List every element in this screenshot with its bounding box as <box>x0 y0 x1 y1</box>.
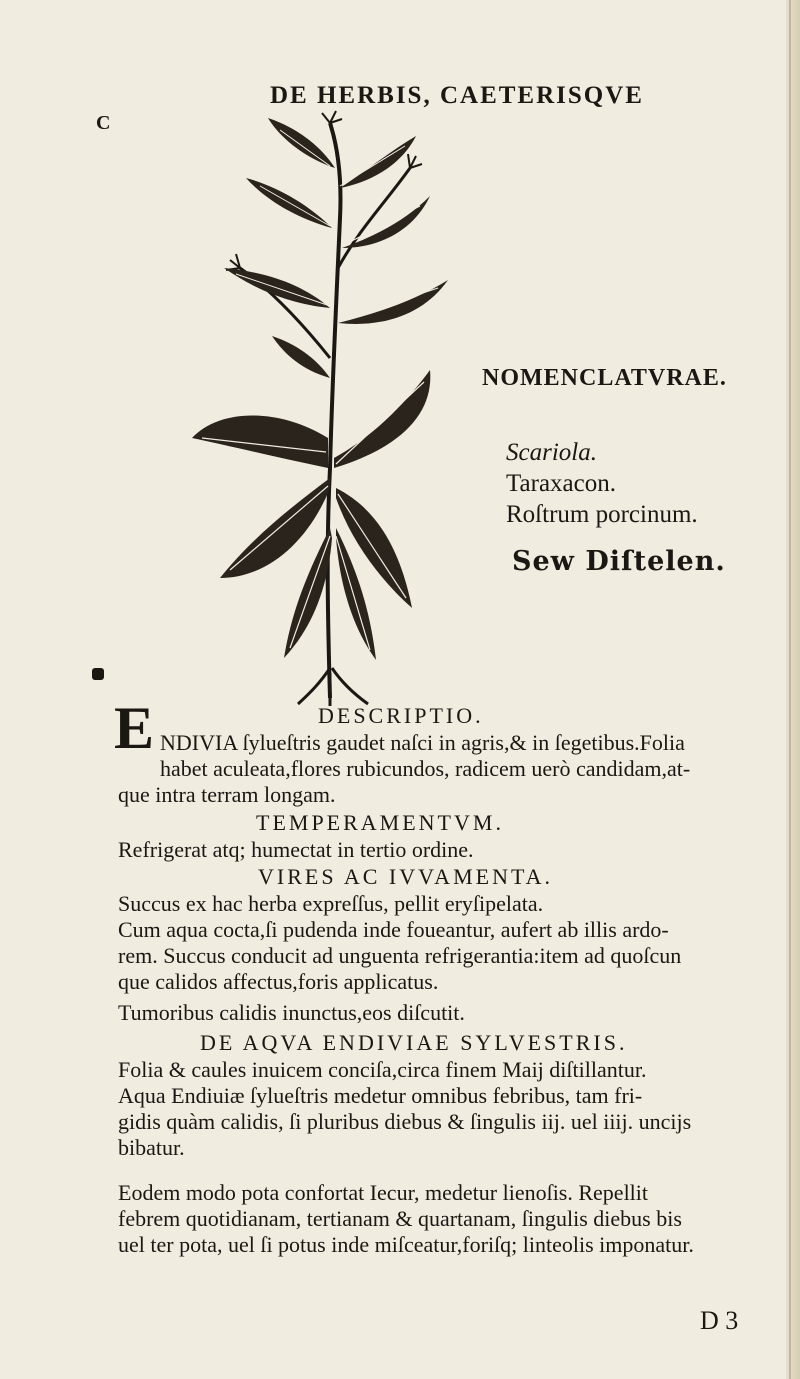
name-taraxacon: Taraxacon. <box>506 470 616 497</box>
vires-line: que calidos affectus,foris applicatus. <box>118 969 439 994</box>
aqua-line: gidis quàm calidis, ſi pluribus diebus & ſingulis iij. uel iiij. uncijs <box>118 1109 692 1134</box>
temperamentum-line: Refrigerat atq; humectat in tertio ordine. <box>118 837 474 862</box>
german-name: Sew Diſtelen. <box>512 546 726 577</box>
aqua-heading: DE AQVA ENDIVIAE SYLVESTRIS. <box>200 1030 628 1055</box>
name-scariola: Scariola. <box>506 439 597 466</box>
ink-blot <box>92 668 104 680</box>
plant-woodcut-illustration <box>180 108 470 708</box>
aqua-line: Eodem modo pota confortat Iecur, medetur lienoſis. Repellit <box>118 1180 649 1205</box>
nomenclature-heading: NOMENCLATVRAE. <box>482 365 727 391</box>
name-rostrum-porcinum: Roſtrum porcinum. <box>506 501 698 528</box>
aqua-line: Folia & caules inuicem conciſa,circa finem Maij diſtillantur. <box>118 1057 647 1082</box>
page-number: D 3 <box>700 1306 739 1335</box>
vires-line: Succus ex hac herba expreſſus, pellit eryſipelata. <box>118 891 544 916</box>
running-header: DE HERBIS, CAETERISQVE <box>270 82 644 109</box>
page-edge-line <box>789 0 791 1379</box>
temperamentum-heading: TEMPERAMENTVM. <box>256 810 504 835</box>
aqua-line: bibatur. <box>118 1135 185 1160</box>
descriptio-line: que intra terram longam. <box>118 782 336 807</box>
signature-mark: C <box>96 112 111 134</box>
aqua-line: febrem quotidianam, tertianam & quartanam, ſingulis diebus bis <box>118 1206 682 1231</box>
vires-line: Cum aqua cocta,ſi pudenda inde foueantur, aufert ab illis ardo- <box>118 917 669 942</box>
descriptio-heading: DESCRIPTIO. <box>318 703 484 728</box>
vires-heading: VIRES AC IVVAMENTA. <box>258 864 554 889</box>
vires-line: rem. Succus conducit ad unguenta refrigerantia:item ad quoſcun <box>118 943 682 968</box>
vires-line: Tumoribus calidis inunctus,eos diſcutit. <box>118 1000 465 1025</box>
aqua-line: Aqua Endiuiæ ſylueſtris medetur omnibus febribus, tam fri- <box>118 1083 643 1108</box>
aqua-line: uel ter pota, uel ſi potus inde miſceatur,foriſq; linteolis imponatur. <box>118 1232 694 1257</box>
descriptio-line: NDIVIA ſylueſtris gaudet naſci in agris,& in ſegetibus.Folia <box>160 730 685 755</box>
nomenclature-list <box>506 437 698 530</box>
drop-cap: E <box>114 695 155 761</box>
descriptio-line: habet aculeata,flores rubicundos, radicem uerò candidam,at- <box>160 756 691 781</box>
